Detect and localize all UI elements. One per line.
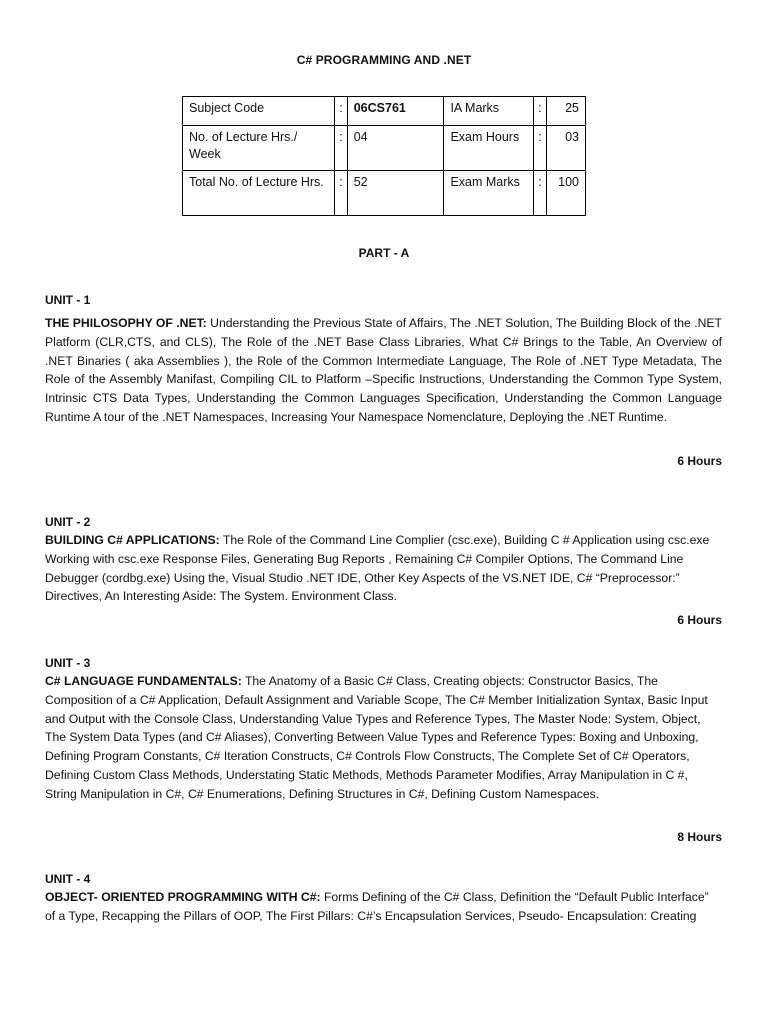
row-label-2: IA Marks [444, 97, 534, 126]
exam-hours-value: 03 [546, 126, 585, 171]
row-label: Total No. of Lecture Hrs. [183, 171, 335, 216]
colon-separator: : [335, 171, 348, 216]
unit-3-text: The Anatomy of a Basic C# Class, Creating objects: Constructor Basics, The Composition of a C# Application, Default Assignment and Variable Scope, The C# Member Initialization Syntax, Basic Input and Output with the Console Class, Understanding Value Types and Reference Types, The Master Node: System, Object, The System Data Types (and C# Aliases), Converting Between Value Types and Reference Types: Boxing and Unboxing, Defining Program Constants, C# Iteration Constructs, C# Controls Flow Constructs, The Complete Set of C# Operators, Defining Custom Class Methods, Understating Static Methods, Methods Parameter Modifies, Array Manipulation in C #, String Manipulation in C#, C# Enumerations, Defining Structures in C#, Defining Custom Namespaces. [45, 674, 708, 801]
unit-4-lead: OBJECT- ORIENTED PROGRAMMING WITH C#: [45, 890, 321, 904]
exam-marks-value: 100 [546, 171, 585, 216]
course-info-table [182, 96, 586, 216]
colon-separator: : [534, 97, 547, 126]
unit-3-lead: C# LANGUAGE FUNDAMENTALS: [45, 674, 242, 688]
unit-3-body [45, 672, 722, 804]
total-lecture-hours-value: 52 [347, 171, 444, 216]
unit-1-heading: UNIT - 1 [45, 293, 91, 307]
unit-2-hours: 6 Hours [677, 613, 722, 627]
document-title: C# PROGRAMMING AND .NET [296, 53, 472, 67]
ia-marks-value: 25 [546, 97, 585, 126]
unit-3-hours: 8 Hours [677, 830, 722, 844]
unit-2-lead: BUILDING C# APPLICATIONS: [45, 533, 220, 547]
lecture-hours-week-value: 04 [347, 126, 444, 171]
row-label: Subject Code [183, 97, 335, 126]
unit-3-heading: UNIT - 3 [45, 656, 91, 670]
colon-separator: : [534, 126, 547, 171]
part-title: PART - A [358, 246, 410, 260]
unit-4-body [45, 888, 722, 926]
row-label-2: Exam Marks [444, 171, 534, 216]
colon-separator: : [534, 171, 547, 216]
unit-2-body [45, 531, 722, 606]
unit-4-heading: UNIT - 4 [45, 872, 91, 886]
table-row [183, 126, 586, 171]
subject-code-value: 06CS761 [347, 97, 444, 126]
unit-1-body [45, 314, 722, 427]
table-row [183, 97, 586, 126]
row-label-2: Exam Hours [444, 126, 534, 171]
table-row [183, 171, 586, 216]
unit-2-heading: UNIT - 2 [45, 515, 91, 529]
row-label: No. of Lecture Hrs./ Week [183, 126, 335, 171]
colon-separator: : [335, 97, 348, 126]
colon-separator: : [335, 126, 348, 171]
unit-1-hours: 6 Hours [677, 454, 722, 468]
unit-1-lead: THE PHILOSOPHY OF .NET: [45, 316, 207, 330]
unit-4-text: Forms Defining of the C# Class, Definition the “Default Public Interface” of a Type, Recapping the Pillars of OOP, The First Pillars: C#’s Encapsulation Services, Pseudo- Encapsulation: Creating [45, 890, 709, 923]
unit-2-text: The Role of the Command Line Complier (csc.exe), Building C # Application using csc.exe Working with csc.exe Response Files, Generating Bug Reports , Remaining C# Compiler Options, The Command Line Debugger (cordbg.exe) Using the, Visual Studio .NET IDE, Other Key Aspects of the VS.NET IDE, C# “Preprocessor:” Directives, An Interesting Aside: The System. Environment Class. [45, 533, 710, 604]
unit-1-text: Understanding the Previous State of Affairs, The .NET Solution, The Building Block of the .NET Platform (CLR,CTS, and CLS), The Role of the .NET Base Class Libraries, What C# Brings to the Table, An Overview of .NET Binaries ( aka Assemblies ), the Role of the Common Intermediate Language, The Role of .NET Type Metadata, The Role of the Assembly Manifast, Compiling CIL to Platform –Specific Instructions, Understanding the Common Type System, Intrinsic CTS Data Types, Understanding the Common Languages Specification, Understanding the Common Language Runtime A tour of the .NET Namespaces, Increasing Your Namespace Nomenclature, Deploying the .NET Runtime. [45, 316, 723, 424]
